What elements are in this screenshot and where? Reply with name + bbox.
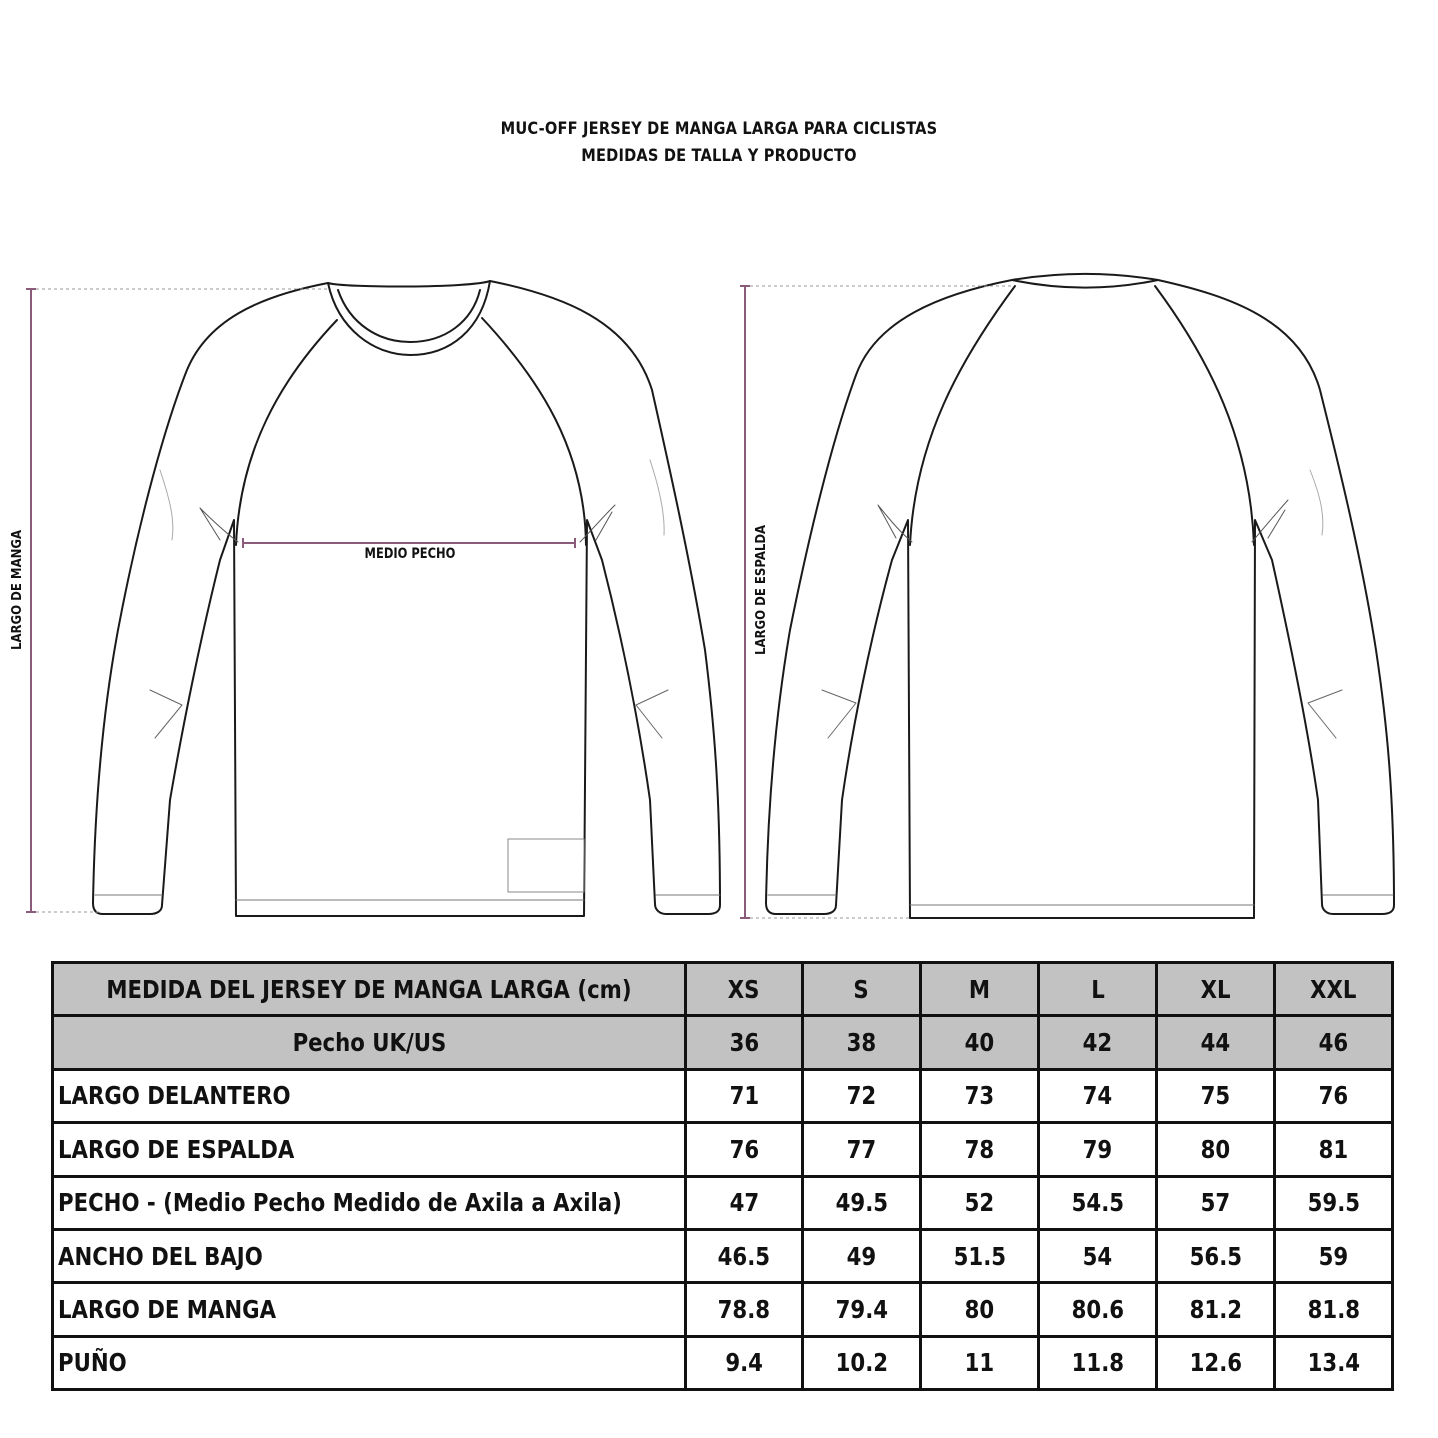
- table-cell: 10.2: [803, 1336, 921, 1389]
- table-header-row: [53, 963, 1393, 1016]
- table-cell: 77: [803, 1123, 921, 1176]
- table-cell: 54: [1039, 1229, 1157, 1282]
- table-cell: 72: [803, 1069, 921, 1122]
- table-row: [53, 1123, 1393, 1176]
- table-cell: 54.5: [1039, 1176, 1157, 1229]
- table-cell: 57: [1157, 1176, 1275, 1229]
- table-cell: 11.8: [1039, 1336, 1157, 1389]
- table-cell: 71: [686, 1069, 803, 1122]
- table-cell: 81.8: [1275, 1283, 1393, 1336]
- chest-uk-us-label: Pecho UK/US: [53, 1016, 686, 1069]
- table-cell: 13.4: [1275, 1336, 1393, 1389]
- table-cell: 52: [921, 1176, 1039, 1229]
- table-cell: 79: [1039, 1123, 1157, 1176]
- table-row: [53, 1069, 1393, 1122]
- table-row: [53, 1336, 1393, 1389]
- table-cell: 46: [1275, 1016, 1393, 1069]
- table-cell: 81.2: [1157, 1283, 1275, 1336]
- header-label-cell: MEDIDA DEL JERSEY DE MANGA LARGA (cm): [53, 963, 686, 1016]
- row-label: LARGO DE ESPALDA: [53, 1123, 686, 1176]
- table-cell: 80: [1157, 1123, 1275, 1176]
- row-label: PECHO - (Medio Pecho Medido de Axila a Axila): [53, 1176, 686, 1229]
- table-cell: 44: [1157, 1016, 1275, 1069]
- size-header-m: M: [921, 963, 1039, 1016]
- front-jersey-outline: [93, 281, 720, 916]
- table-row: [53, 1283, 1393, 1336]
- title-line-2: MEDIDAS DE TALLA Y PRODUCTO: [581, 146, 857, 166]
- title-line-1: MUC-OFF JERSEY DE MANGA LARGA PARA CICLISTAS: [500, 119, 938, 139]
- size-header-l: L: [1039, 963, 1157, 1016]
- table-cell: 59: [1275, 1229, 1393, 1282]
- back-length-label: LARGO DE ESPALDA: [754, 524, 769, 655]
- table-row: [53, 1176, 1393, 1229]
- table-cell: 49.5: [803, 1176, 921, 1229]
- table-cell: 12.6: [1157, 1336, 1275, 1389]
- table-cell: 9.4: [686, 1336, 803, 1389]
- size-header-s: S: [803, 963, 921, 1016]
- table-cell: 46.5: [686, 1229, 803, 1282]
- table-row: [53, 1229, 1393, 1282]
- table-cell: 47: [686, 1176, 803, 1229]
- half-chest-label: MEDIO PECHO: [364, 546, 456, 562]
- table-cell: 80.6: [1039, 1283, 1157, 1336]
- measurement-lines: [26, 286, 750, 918]
- table-cell: 75: [1157, 1069, 1275, 1122]
- table-cell: 11: [921, 1336, 1039, 1389]
- table-cell: 40: [921, 1016, 1039, 1069]
- size-header-xs: XS: [686, 963, 803, 1016]
- table-cell: 51.5: [921, 1229, 1039, 1282]
- size-header-xl: XL: [1157, 963, 1275, 1016]
- table-cell: 78: [921, 1123, 1039, 1176]
- table-cell: 80: [921, 1283, 1039, 1336]
- table-cell: 81: [1275, 1123, 1393, 1176]
- table-cell: 73: [921, 1069, 1039, 1122]
- size-header-xxl: XXL: [1275, 963, 1393, 1016]
- sleeve-length-label: LARGO DE MANGA: [10, 529, 25, 650]
- table-cell: 59.5: [1275, 1176, 1393, 1229]
- table-cell: 38: [803, 1016, 921, 1069]
- table-cell: 78.8: [686, 1283, 803, 1336]
- table-cell: 56.5: [1157, 1229, 1275, 1282]
- table-cell: 76: [686, 1123, 803, 1176]
- row-label: PUÑO: [53, 1336, 686, 1389]
- table-cell: 79.4: [803, 1283, 921, 1336]
- table-cell: 42: [1039, 1016, 1157, 1069]
- back-jersey-outline: [766, 274, 1394, 918]
- row-label: LARGO DELANTERO: [53, 1069, 686, 1122]
- table-cell: 76: [1275, 1069, 1393, 1122]
- table-cell: 74: [1039, 1069, 1157, 1122]
- row-label: ANCHO DEL BAJO: [53, 1229, 686, 1282]
- chest-uk-us-row: [53, 1016, 1393, 1069]
- row-label: LARGO DE MANGA: [53, 1283, 686, 1336]
- table-cell: 49: [803, 1229, 921, 1282]
- table-cell: 36: [686, 1016, 803, 1069]
- size-chart-table: [51, 961, 1394, 1391]
